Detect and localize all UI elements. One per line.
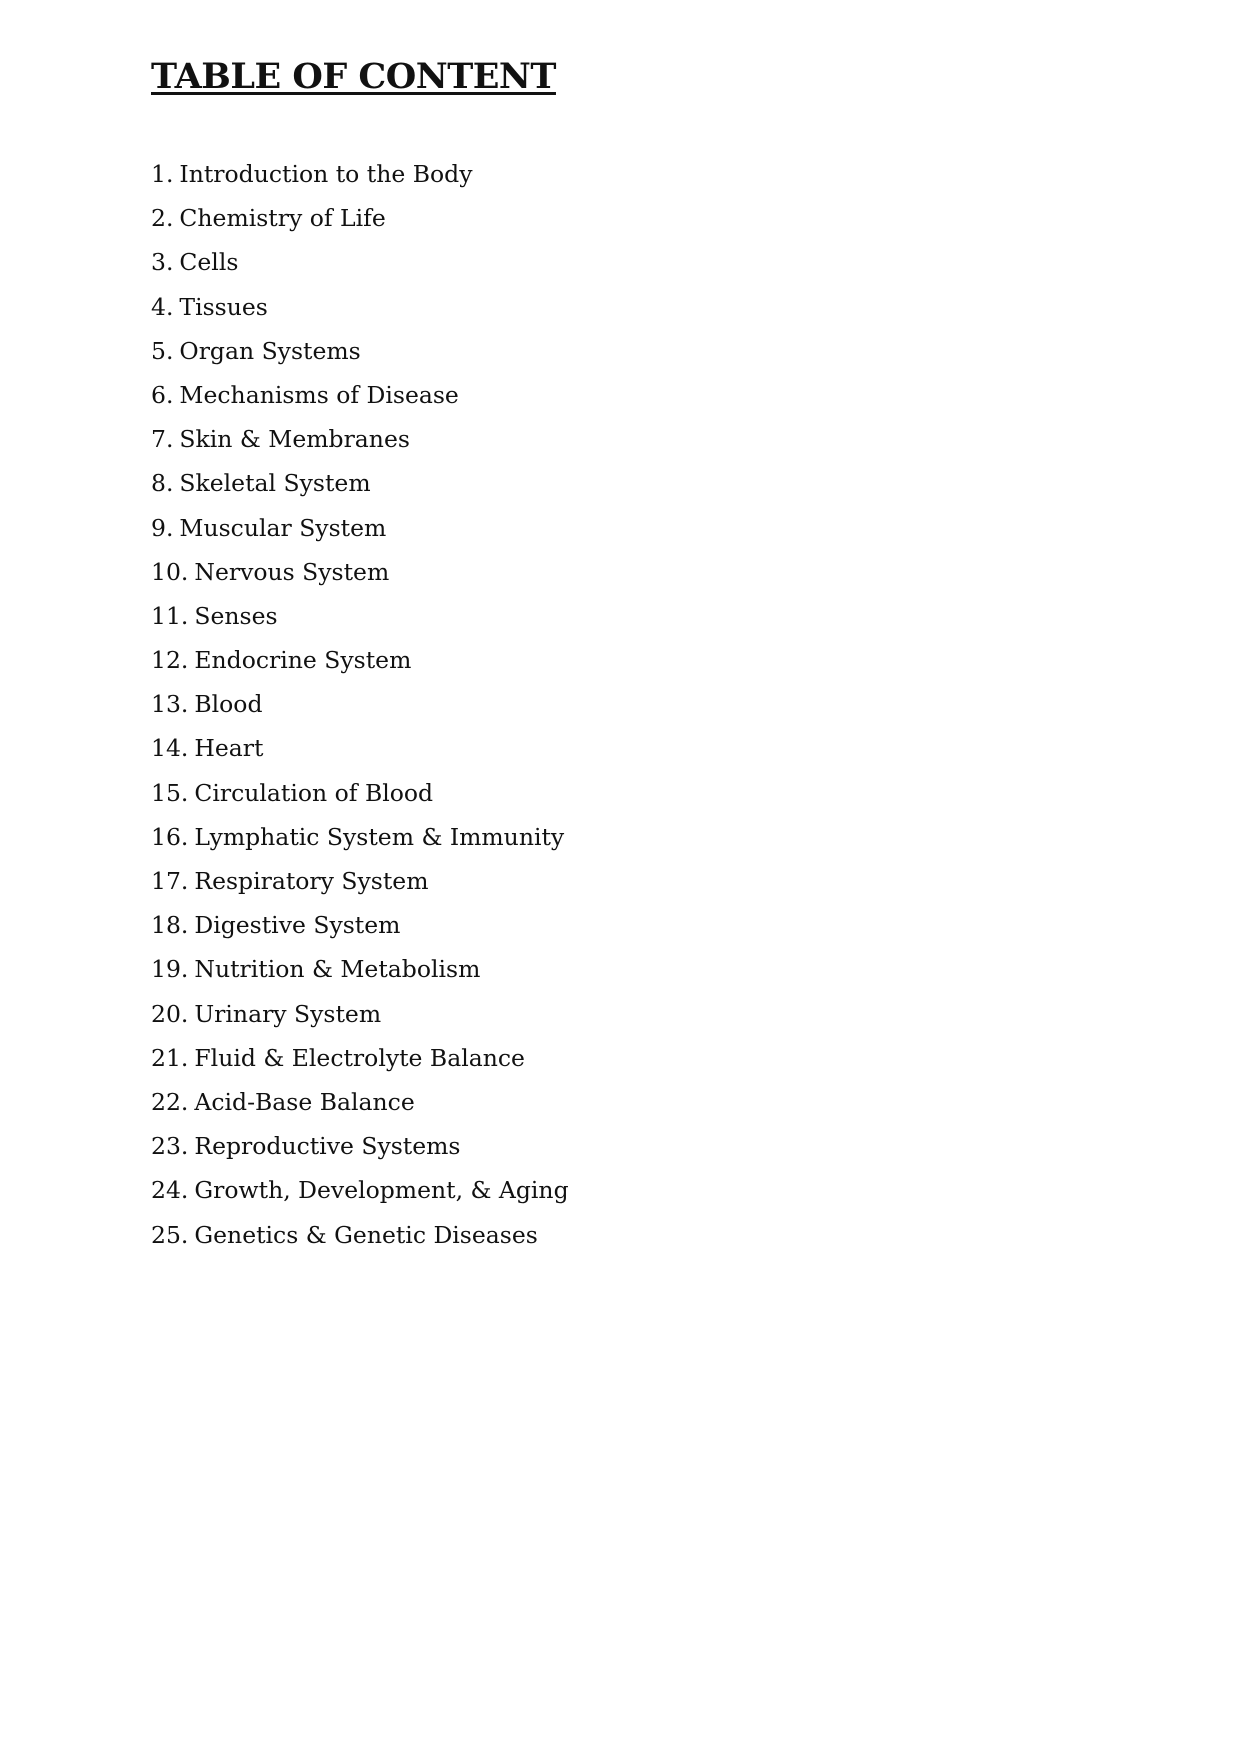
toc-item-number: 17. bbox=[151, 867, 189, 895]
toc-item bbox=[151, 463, 569, 507]
toc-item bbox=[151, 817, 569, 861]
toc-item bbox=[151, 287, 569, 331]
toc-item bbox=[151, 419, 569, 463]
toc-item-number: 23. bbox=[151, 1132, 189, 1161]
toc-item-label: Skeletal System bbox=[179, 469, 371, 498]
toc-item-label: Skin & Membranes bbox=[179, 425, 410, 454]
toc-item bbox=[151, 861, 569, 905]
toc-item-label: Muscular System bbox=[179, 513, 387, 542]
toc-item-number: 8. bbox=[151, 469, 174, 498]
toc-item-number: 1. bbox=[151, 160, 174, 188]
toc-item-number: 10. bbox=[151, 557, 189, 586]
toc-item-number: 15. bbox=[151, 778, 189, 807]
toc-list bbox=[151, 154, 569, 1259]
toc-item bbox=[151, 640, 569, 684]
toc-item-label: Nervous System bbox=[194, 557, 390, 586]
toc-item bbox=[151, 1215, 569, 1259]
toc-item-label: Endocrine System bbox=[194, 646, 412, 675]
toc-item-number: 7. bbox=[151, 425, 174, 454]
toc-item-label: Growth, Development, & Aging bbox=[194, 1176, 569, 1205]
page-title: TABLE OF CONTENT bbox=[151, 56, 556, 97]
toc-item-label: Reproductive Systems bbox=[194, 1132, 461, 1161]
toc-item bbox=[151, 949, 569, 993]
toc-item-number: 5. bbox=[151, 336, 174, 365]
toc-item-label: Blood bbox=[194, 690, 263, 719]
toc-item bbox=[151, 552, 569, 596]
toc-item bbox=[151, 198, 569, 242]
toc-item-number: 24. bbox=[151, 1176, 189, 1205]
toc-item bbox=[151, 1082, 569, 1126]
toc-item bbox=[151, 994, 569, 1038]
toc-item-number: 11. bbox=[151, 601, 189, 630]
toc-item-number: 12. bbox=[151, 646, 189, 675]
toc-item-number: 18. bbox=[151, 911, 189, 940]
toc-item bbox=[151, 773, 569, 817]
toc-item bbox=[151, 905, 569, 949]
toc-item-label: Cells bbox=[179, 248, 239, 277]
toc-item bbox=[151, 684, 569, 728]
toc-item-number: 25. bbox=[151, 1220, 189, 1249]
toc-item-number: 13. bbox=[151, 690, 189, 719]
toc-item-label: Acid-Base Balance bbox=[194, 1087, 415, 1116]
toc-item-label: Senses bbox=[194, 601, 278, 630]
toc-item bbox=[151, 508, 569, 552]
toc-item-number: 16. bbox=[151, 822, 189, 851]
toc-item-label: Urinary System bbox=[194, 999, 382, 1028]
toc-item-number: 9. bbox=[151, 513, 174, 542]
toc-item-number: 2. bbox=[151, 204, 174, 233]
toc-item-label: Tissues bbox=[179, 292, 268, 321]
toc-item-number: 4. bbox=[151, 292, 174, 321]
toc-item-label: Lymphatic System & Immunity bbox=[194, 822, 565, 851]
toc-item bbox=[151, 375, 569, 419]
toc-item-label: Respiratory System bbox=[194, 867, 429, 895]
toc-item-number: 6. bbox=[151, 380, 174, 409]
toc-item bbox=[151, 154, 569, 198]
toc-item-label: Mechanisms of Disease bbox=[179, 380, 459, 409]
toc-item-number: 22. bbox=[151, 1087, 189, 1116]
toc-item-label: Digestive System bbox=[194, 911, 401, 940]
toc-item bbox=[151, 728, 569, 772]
toc-item-label: Organ Systems bbox=[179, 336, 361, 365]
toc-item-number: 20. bbox=[151, 999, 189, 1028]
toc-item-label: Heart bbox=[194, 734, 264, 763]
toc-item bbox=[151, 331, 569, 375]
toc-item-number: 21. bbox=[151, 1043, 189, 1072]
toc-item-number: 14. bbox=[151, 734, 189, 763]
toc-item bbox=[151, 596, 569, 640]
toc-item-label: Fluid & Electrolyte Balance bbox=[194, 1043, 525, 1072]
toc-item-label: Circulation of Blood bbox=[194, 778, 434, 807]
toc-item-number: 19. bbox=[151, 955, 189, 984]
toc-item bbox=[151, 1038, 569, 1082]
toc-item-label: Nutrition & Metabolism bbox=[194, 955, 481, 984]
toc-item-label: Introduction to the Body bbox=[179, 160, 473, 188]
toc-item-label: Chemistry of Life bbox=[179, 204, 386, 233]
toc-item bbox=[151, 1126, 569, 1170]
toc-item-label: Genetics & Genetic Diseases bbox=[194, 1220, 538, 1249]
toc-item bbox=[151, 1170, 569, 1214]
toc-item-number: 3. bbox=[151, 248, 174, 277]
toc-item bbox=[151, 242, 569, 286]
